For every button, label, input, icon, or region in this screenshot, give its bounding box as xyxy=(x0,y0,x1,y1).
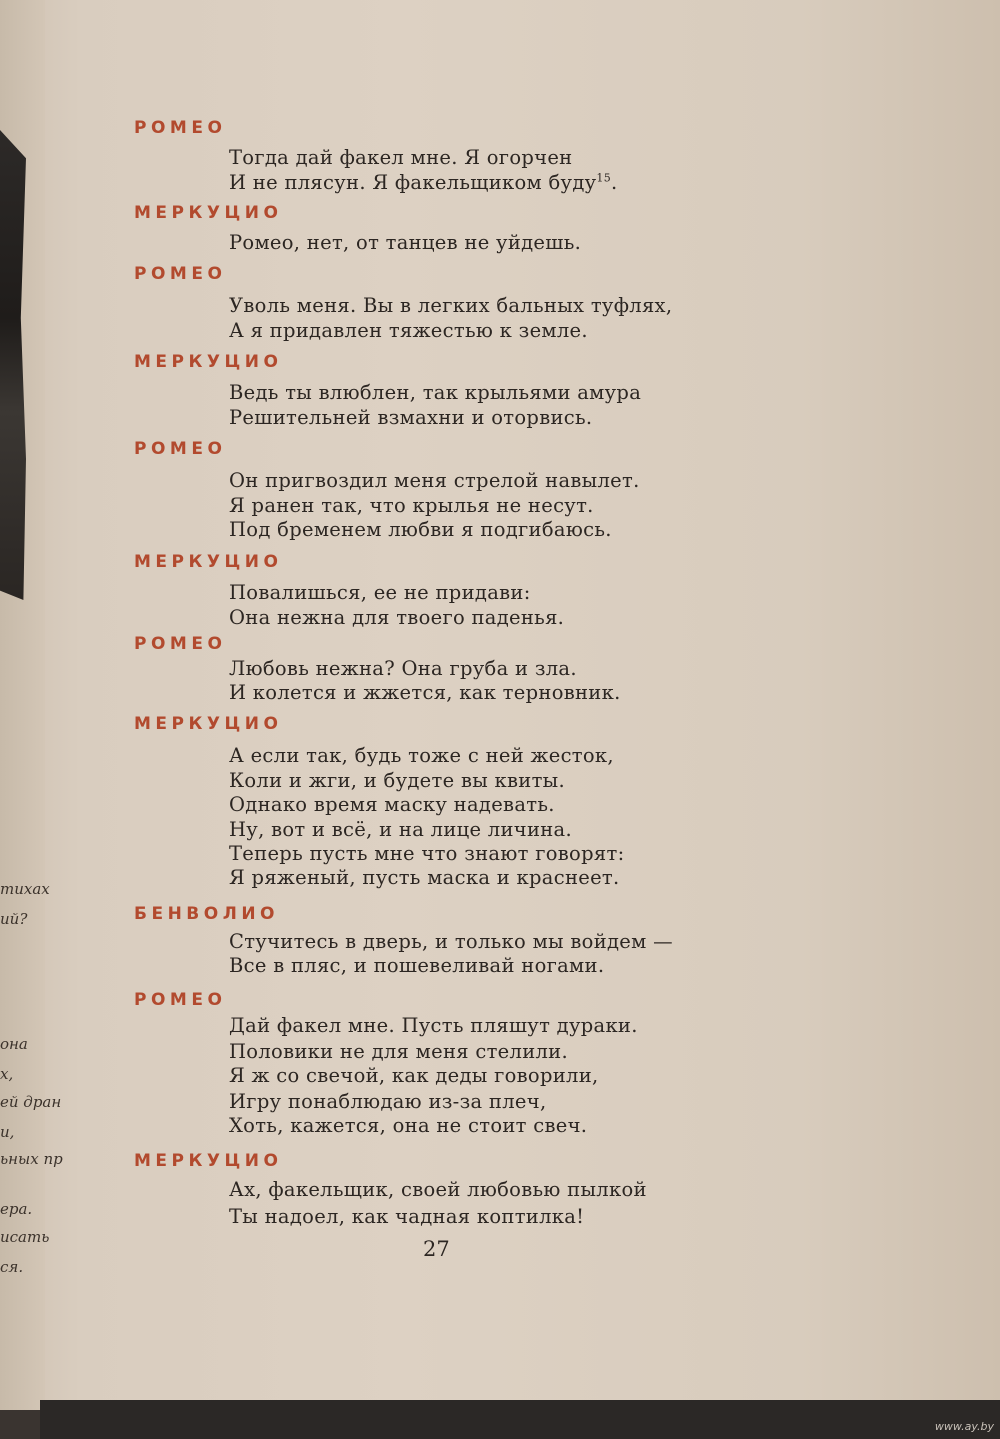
speaker-romeo: РОМЕО xyxy=(134,990,227,1010)
verse-line: Повалишься, ее не придави: xyxy=(229,581,531,604)
verse-line: Я ряженый, пусть маска и краснеет. xyxy=(229,866,620,889)
left-page-fragment: ьных пр xyxy=(0,1150,63,1168)
verse-line: Она нежна для твоего паденья. xyxy=(229,606,565,629)
verse-punctuation: . xyxy=(611,171,618,194)
verse-line: Коли и жги, и будете вы квиты. xyxy=(229,769,566,792)
speaker-romeo: РОМЕО xyxy=(134,439,227,459)
verse-line: Игру понаблюдаю из-за плеч, xyxy=(229,1090,547,1113)
verse-line: Ты надоел, как чадная коптилка! xyxy=(229,1205,585,1228)
verse-line: Стучитесь в дверь, и только мы войдем — xyxy=(229,930,673,953)
verse-line: Ну, вот и всё, и на лице личина. xyxy=(229,818,572,841)
verse-line: Тогда дай факел мне. Я огорчен xyxy=(229,146,573,169)
verse-line: Уволь меня. Вы в легких бальных туфлях, xyxy=(229,294,673,317)
footnote-marker: 15 xyxy=(596,171,612,185)
verse-line: Я ж со свечой, как деды говорили, xyxy=(229,1064,599,1087)
verse-line: Половики не для меня стелили. xyxy=(229,1040,568,1063)
left-page-fragment: она xyxy=(0,1035,28,1053)
left-page-fragment: ий? xyxy=(0,910,28,928)
verse-line: А если так, будь тоже с ней жесток, xyxy=(229,744,614,767)
verse-line: Ведь ты влюблен, так крыльями амура xyxy=(229,381,642,404)
speaker-benvolio: БЕНВОЛИО xyxy=(134,904,280,924)
background-surface xyxy=(40,1400,1000,1439)
verse-line: Теперь пусть мне что знают говорят: xyxy=(229,842,625,865)
speaker-mercutio: МЕРКУЦИО xyxy=(134,552,283,572)
speaker-romeo: РОМЕО xyxy=(134,118,227,138)
verse-line: И колется и жжется, как терновник. xyxy=(229,681,621,704)
verse-line xyxy=(229,171,618,194)
verse-line: Однако время маску надевать. xyxy=(229,793,555,816)
verse-line: Под бременем любви я подгибаюсь. xyxy=(229,518,612,541)
speaker-mercutio: МЕРКУЦИО xyxy=(134,203,283,223)
illustration-fragment xyxy=(0,130,26,600)
speaker-romeo: РОМЕО xyxy=(134,264,227,284)
page-number: 27 xyxy=(423,1237,450,1261)
speaker-romeo: РОМЕО xyxy=(134,634,227,654)
verse-line: Я ранен так, что крылья не несут. xyxy=(229,494,594,517)
verse-line: Ромео, нет, от танцев не уйдешь. xyxy=(229,231,582,254)
left-page-fragment: ся. xyxy=(0,1258,24,1276)
speaker-mercutio: МЕРКУЦИО xyxy=(134,352,283,372)
left-page-fragment: ера. xyxy=(0,1200,33,1218)
verse-line: Решительней взмахни и оторвись. xyxy=(229,406,593,429)
verse-line: Он пригвоздил меня стрелой навылет. xyxy=(229,469,640,492)
verse-line: А я придавлен тяжестью к земле. xyxy=(229,319,588,342)
left-page-fragment: и, xyxy=(0,1123,15,1141)
verse-line: Ах, факельщик, своей любовью пылкой xyxy=(229,1178,647,1201)
left-page-fragment: тихах xyxy=(0,880,50,898)
verse-line: Дай факел мне. Пусть пляшут дураки. xyxy=(229,1014,638,1037)
verse-line: Все в пляс, и пошевеливай ногами. xyxy=(229,954,605,977)
left-page-fragment: х, xyxy=(0,1065,14,1083)
speaker-mercutio: МЕРКУЦИО xyxy=(134,714,283,734)
left-page-fragment: ей дран xyxy=(0,1093,62,1111)
speaker-mercutio: МЕРКУЦИО xyxy=(134,1151,283,1171)
left-page-fragment: исать xyxy=(0,1228,50,1246)
verse-line: Хоть, кажется, она не стоит свеч. xyxy=(229,1114,588,1137)
verse-line: Любовь нежна? Она груба и зла. xyxy=(229,657,577,680)
watermark: www.ay.by xyxy=(934,1420,994,1433)
verse-text: И не плясун. Я факельщиком буду xyxy=(229,171,597,194)
previous-page-edge xyxy=(0,0,63,1410)
